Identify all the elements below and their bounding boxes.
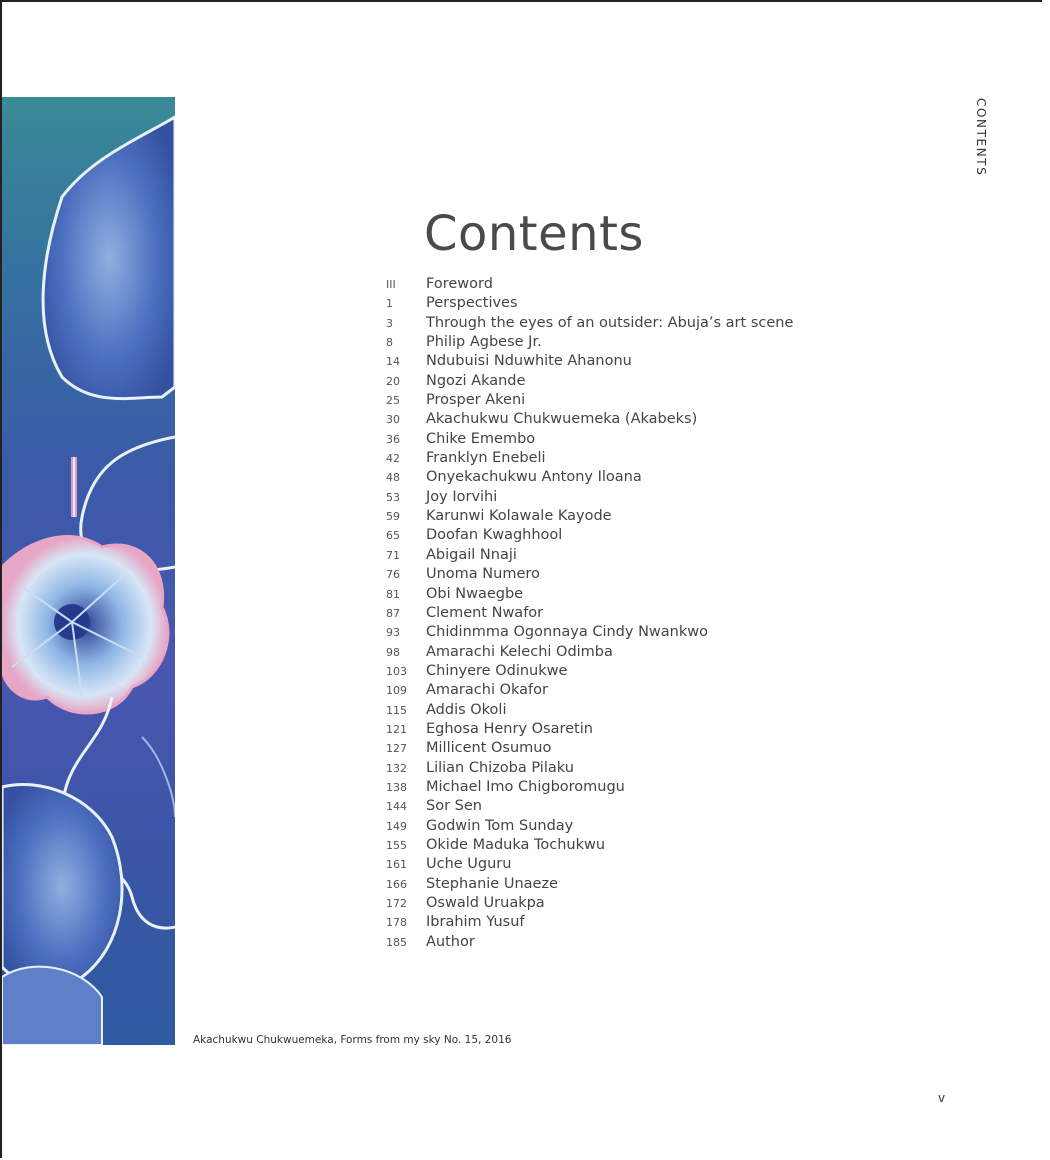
toc-entry[interactable] (386, 353, 806, 372)
toc-entry[interactable] (386, 914, 806, 933)
toc-entry[interactable] (386, 527, 806, 546)
toc-entry[interactable] (386, 276, 806, 295)
toc-page-number: 36 (386, 432, 400, 446)
toc-entry-title: Ibrahim Yusuf (426, 914, 525, 931)
toc-page-number: 161 (386, 858, 407, 872)
toc-entry-title: Chidinmma Ogonnaya Cindy Nwankwo (426, 624, 708, 641)
toc-page-number: 25 (386, 394, 400, 408)
toc-entry[interactable] (386, 856, 806, 875)
toc-entry-title: Unoma Numero (426, 566, 540, 583)
toc-entry-title: Ndubuisi Nduwhite Ahanonu (426, 353, 632, 370)
toc-page-number: III (386, 278, 396, 291)
toc-entry-title: Eghosa Henry Osaretin (426, 720, 593, 737)
toc-entry-title: Author (426, 933, 475, 950)
toc-entry[interactable] (386, 624, 806, 643)
toc-entry[interactable] (386, 779, 806, 798)
toc-page-number: 121 (386, 722, 407, 736)
toc-entry[interactable] (386, 837, 806, 856)
table-of-contents (386, 276, 806, 953)
toc-entry[interactable] (386, 411, 806, 430)
toc-entry[interactable] (386, 315, 806, 334)
toc-entry-title: Amarachi Kelechi Odimba (426, 643, 613, 660)
toc-page-number: 138 (386, 780, 407, 794)
toc-entry[interactable] (386, 682, 806, 701)
toc-entry[interactable] (386, 644, 806, 663)
toc-entry-title: Oswald Uruakpa (426, 895, 545, 911)
toc-entry[interactable] (386, 663, 806, 682)
toc-page-number: 178 (386, 916, 407, 930)
toc-page-number: 155 (386, 838, 407, 852)
toc-page-number: 59 (386, 510, 400, 524)
toc-entry[interactable] (386, 798, 806, 817)
toc-page-number: 115 (386, 703, 407, 717)
toc-page-number: 172 (386, 897, 407, 910)
toc-entry[interactable] (386, 566, 806, 585)
toc-page-number: 20 (386, 374, 400, 388)
toc-page-number: 185 (386, 935, 407, 949)
running-head: CONTENTS (974, 98, 988, 177)
toc-entry-title: Abigail Nnaji (426, 546, 517, 563)
toc-entry[interactable] (386, 605, 806, 624)
artwork-painting (2, 97, 175, 1045)
toc-entry-title: Amarachi Okafor (426, 682, 548, 699)
toc-page-number: 166 (386, 877, 407, 891)
toc-entry-title: Foreword (426, 276, 493, 292)
toc-entry[interactable] (386, 373, 806, 392)
toc-entry-title: Through the eyes of an outsider: Abuja’s art scene (426, 314, 794, 331)
toc-entry-title: Lilian Chizoba Pilaku (426, 759, 574, 776)
toc-entry-title: Doofan Kwaghhool (426, 527, 563, 544)
toc-page-number: 8 (386, 336, 393, 350)
toc-entry-title: Chike Emembo (426, 430, 536, 447)
toc-entry-title: Millicent Osumuo (426, 740, 552, 757)
toc-page-number: 98 (386, 645, 400, 659)
toc-entry-title: Clement Nwafor (426, 604, 544, 621)
toc-entry[interactable] (386, 740, 806, 759)
toc-page-number: 48 (386, 471, 400, 485)
toc-entry[interactable] (386, 295, 806, 314)
toc-page-number: 42 (386, 452, 400, 466)
toc-page-number: 76 (386, 568, 400, 582)
toc-page-number: 1 (386, 297, 393, 311)
toc-page-number: 144 (386, 800, 407, 814)
toc-entry-title: Karunwi Kolawale Kayode (426, 508, 612, 525)
toc-page-number: 71 (386, 548, 400, 562)
toc-entry-title: Ngozi Akande (426, 372, 526, 389)
toc-entry-title: Sor Sen (426, 798, 482, 815)
toc-page-number: 87 (386, 606, 400, 620)
toc-entry[interactable] (386, 876, 806, 895)
toc-entry-title: Chinyere Odinukwe (426, 662, 568, 679)
toc-entry[interactable] (386, 431, 806, 450)
toc-entry[interactable] (386, 547, 806, 566)
toc-page-number: 93 (386, 626, 400, 640)
toc-entry[interactable] (386, 702, 806, 721)
toc-entry-title: Addis Okoli (426, 701, 507, 718)
toc-entry-title: Prosper Akeni (426, 392, 526, 409)
toc-page-number: 81 (386, 587, 400, 601)
artwork-caption: Akachukwu Chukwuemeka, Forms from my sky No. 15, 2016 (193, 1034, 512, 1046)
toc-entry-title: Franklyn Enebeli (426, 450, 546, 467)
toc-entry[interactable] (386, 508, 806, 527)
toc-page-number: 53 (386, 490, 400, 504)
toc-entry-title: Joy Iorvihi (426, 488, 498, 505)
toc-entry-title: Stephanie Unaeze (426, 875, 558, 892)
toc-entry[interactable] (386, 489, 806, 508)
toc-page-number: 109 (386, 684, 407, 698)
page-number: v (938, 1091, 946, 1105)
page-title: Contents (424, 206, 644, 262)
toc-entry-title: Perspectives (426, 295, 518, 312)
toc-entry[interactable] (386, 934, 806, 953)
toc-entry[interactable] (386, 392, 806, 411)
toc-entry-title: Godwin Tom Sunday (426, 817, 574, 834)
toc-entry-title: Philip Agbese Jr. (426, 334, 542, 351)
toc-page-number: 65 (386, 529, 400, 543)
toc-entry-title: Obi Nwaegbe (426, 585, 524, 602)
toc-page-number: 3 (386, 316, 393, 330)
toc-entry[interactable] (386, 895, 806, 914)
toc-entry[interactable] (386, 334, 806, 353)
toc-entry-title: Akachukwu Chukwuemeka (Akabeks) (426, 411, 698, 428)
toc-entry[interactable] (386, 818, 806, 837)
artwork-image (2, 97, 175, 1045)
toc-page-number: 132 (386, 761, 407, 775)
toc-entry-title: Onyekachukwu Antony Iloana (426, 469, 642, 486)
toc-entry-title: Okide Maduka Tochukwu (426, 836, 606, 853)
toc-entry[interactable] (386, 721, 806, 740)
toc-page-number: 149 (386, 819, 407, 833)
toc-page-number: 103 (386, 664, 407, 678)
toc-entry-title: Michael Imo Chigboromugu (426, 778, 625, 795)
toc-entry[interactable] (386, 450, 806, 469)
toc-entry[interactable] (386, 469, 806, 488)
toc-page-number: 127 (386, 742, 407, 756)
toc-entry-title: Uche Uguru (426, 856, 512, 873)
toc-page-number: 14 (386, 355, 400, 369)
toc-page-number: 30 (386, 413, 400, 427)
toc-entry[interactable] (386, 760, 806, 779)
toc-entry[interactable] (386, 586, 806, 605)
